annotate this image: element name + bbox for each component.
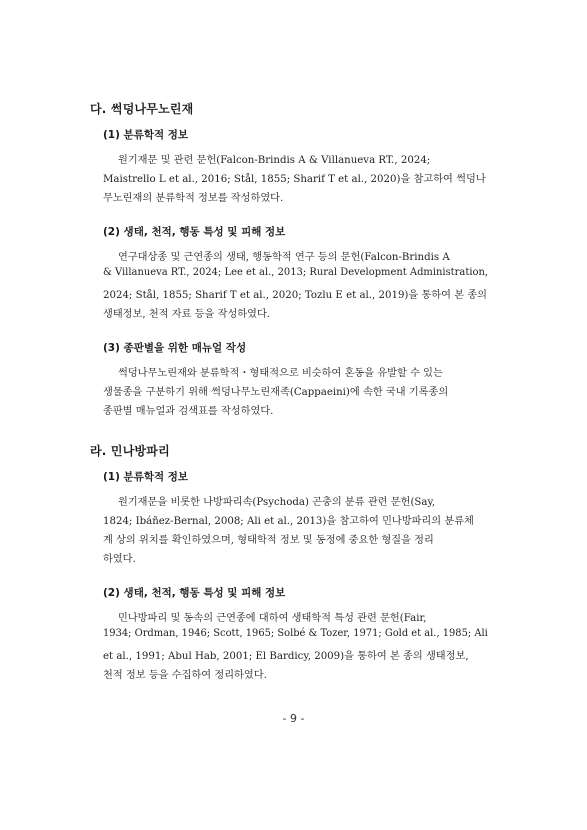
subsection-heading-da-3: (3) 종판별을 위한 매뉴얼 작성	[103, 342, 247, 354]
paragraph-line: 민나방파리 및 동속의 근연종에 대하여 생태학적 특성 관련 문헌(Fair,	[118, 613, 427, 624]
paragraph-line: 무노린재의 분류학적 정보를 작성하였다.	[103, 193, 284, 204]
paragraph-line: 종판별 매뉴얼과 검색표를 작성하였다.	[103, 406, 274, 417]
paragraph-line: 천적 정보 등을 수집하여 정리하였다.	[103, 670, 267, 681]
section-heading-ra: 라. 민나방파리	[90, 444, 170, 458]
paragraph-line: 연구대상종 및 근연종의 생태, 행동학적 연구 등의 문헌(Falcon-Brindis A	[118, 252, 450, 263]
paragraph-line: et al., 1991; Abul Hab, 2001; El Bardicy, 2009)을 통하여 본 종의 생태정보,	[103, 651, 469, 662]
paragraph-line: Maistrello L et al., 2016; Stål, 1855; Sharif T et al., 2020)을 참고하여 썩덩나	[103, 174, 486, 185]
paragraph-line: & Villanueva RT., 2024; Lee et al., 2013; Rural Development Administration,	[103, 267, 489, 278]
paragraph-line: 생물종을 구분하기 위해 썩덩나무노린재족(Cappaeini)에 속한 국내 기록종의	[103, 387, 449, 398]
paragraph-line: 원기재문 및 관련 문헌(Falcon-Brindis A & Villanueva RT., 2024;	[118, 155, 431, 166]
paragraph-line: 썩덩나무노린재와 분류학적・형태적으로 비슷하여 혼동을 유발할 수 있는	[118, 368, 443, 379]
section-heading-da: 다. 썩덩나무노린재	[90, 102, 194, 116]
subsection-heading-da-1: (1) 분류학적 정보	[103, 129, 189, 141]
paragraph-line: 계 상의 위치를 확인하였으며, 형태학적 정보 및 동정에 중요한 형질을 정리	[103, 535, 434, 546]
subsection-heading-ra-2: (2) 생태, 천적, 행동 특성 및 피해 정보	[103, 587, 286, 599]
subsection-heading-da-2: (2) 생태, 천적, 행동 특성 및 피해 정보	[103, 226, 286, 238]
paragraph-line: 1824; Ibáñez-Bernal, 2008; Ali et al., 2013)을 참고하여 민나방파리의 분류체	[103, 516, 474, 527]
paragraph-line: 하였다.	[103, 554, 136, 565]
paragraph-line: 1934; Ordman, 1946; Scott, 1965; Solbé & Tozer, 1971; Gold et al., 1985; Ali	[103, 628, 488, 639]
paragraph-line: 2024; Stål, 1855; Sharif T et al., 2020; Tozlu E et al., 2019)을 통하여 본 종의	[103, 290, 488, 301]
paragraph-line: 생태정보, 천적 자료 등을 작성하였다.	[103, 309, 271, 320]
page-number: - 9 -	[282, 712, 305, 725]
paragraph-line: 원기재문을 비롯한 나방파리속(Psychoda) 곤충의 분류 관련 문헌(Say,	[118, 497, 436, 508]
subsection-heading-ra-1: (1) 분류학적 정보	[103, 471, 189, 483]
